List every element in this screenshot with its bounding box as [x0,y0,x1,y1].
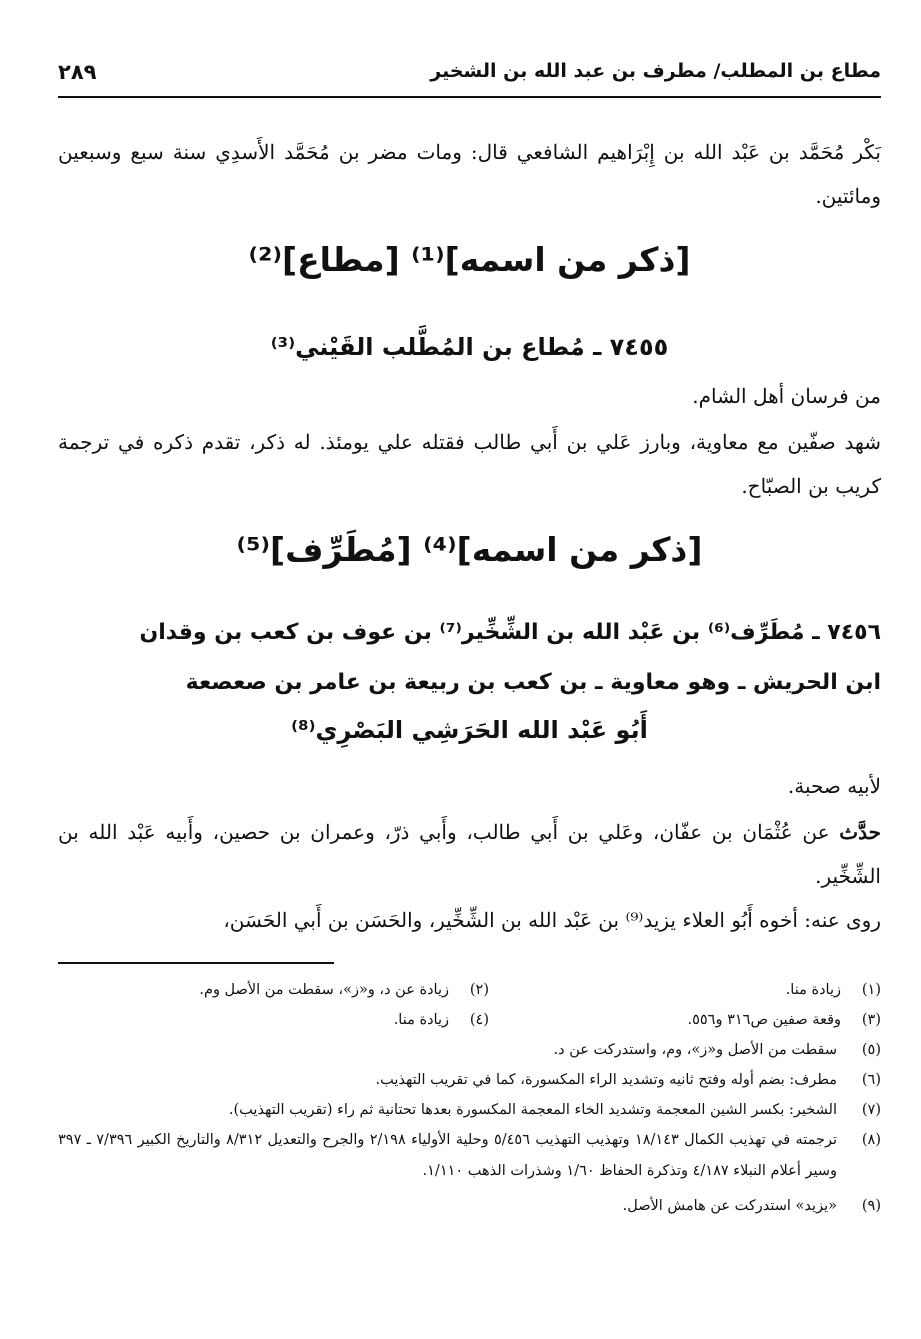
footnote-9 [58,1191,881,1221]
page-number: ٢٨٩ [58,60,97,84]
entry-heading-7456-line3: أَبُو عَبْد الله الحَرَشِي البَصْرِي⁽⁸⁾ [291,716,648,744]
footnote-number: (١) [861,982,881,998]
running-title: مطاع بن المطلب/ مطرف بن عبد الله بن الشخير [430,60,881,82]
footnote-number: (٩) [861,1198,881,1214]
footnote-row [58,975,881,1005]
footnotes [58,975,881,1221]
footnote-number: (٣) [861,1012,881,1028]
paragraph-siffin: شهد صفّين مع معاوية، وبارز عَلي بن أَبي طالب فقتله علي يومئذ. له ذكر، تقدم ذكره في ترجمة كريب بن الصبّاح. [58,430,881,498]
page-header [58,58,881,94]
footnote-3 [688,1005,882,1035]
header-rule [58,96,881,98]
section-heading-mutarrif: [ذكر من اسمه]⁽⁴⁾ [مُطَرِّف]⁽⁵⁾ [236,530,703,569]
footnote-number: (٥) [861,1042,881,1058]
footnote-text: الشخير: بكسر الشين المعجمة وتشديد الخاء المعجمة المكسورة بعدها تحتانية ثم راء (تقريب التهذيب). [228,1102,837,1118]
section-heading-mutaa: [ذكر من اسمه]⁽¹⁾ [مطاع]⁽²⁾ [248,240,691,279]
footnote-7 [58,1095,881,1125]
footnote-text: زيادة عن د، و«ز»، سقطت من الأصل وم. [199,982,449,998]
footnote-text: وقعة صفين ص٣١٦ و٥٥٦. [687,1012,841,1028]
footnote-6 [58,1065,881,1095]
footnote-number: (٢) [469,982,489,998]
footnote-row [58,1005,881,1035]
paragraph-narrated-by: روى عنه: أخوه أَبُو العلاء يزيد⁽⁹⁾ بن عَبْد الله بن الشِّخِّير، والحَسَن بن أَبي الحَسَن، [223,908,881,932]
paragraph-knights: من فرسان أهل الشام. [692,384,881,408]
footnote-separator [58,962,334,964]
intro-paragraph: بَكْر مُحَمَّد بن عَبْد الله بن إِبْرَاهيم الشافعي قال: ومات مضر بن مُحَمَّد الأَسدِي سنة سبع وسبعين ومائتين. [58,140,881,208]
footnote-8 [58,1125,881,1187]
paragraph-narrated-from [58,810,881,898]
footnote-number: (٦) [861,1072,881,1088]
footnote-number: (٤) [469,1012,489,1028]
footnote-text: «يزيد» استدركت عن هامش الأصل. [622,1198,837,1214]
footnote-number: (٨) [861,1132,881,1148]
narrated-text: عن عُثْمَان بن عفّان، وعَلي بن أَبي طالب، وأَبي ذرّ، وعمران بن حصين، وأَبيه عَبْد الله بن الشِّخِّير. [58,820,881,888]
footnote-2 [199,975,489,1005]
entry-heading-7455: ٧٤٥٥ ـ مُطاع بن المُطَّلب القَيْني⁽³⁾ [270,333,669,361]
footnote-4 [394,1005,489,1035]
footnote-text: سقطت من الأصل و«ز»، وم، واستدركت عن د. [553,1042,837,1058]
narrated-lead: حدَّث [839,820,881,844]
footnote-number: (٧) [861,1102,881,1118]
footnote-text: ترجمته في تهذيب الكمال ١٨/١٤٣ وتهذيب التهذيب ٥/٤٥٦ وحلية الأولياء ٢/١٩٨ والجرح والتعديل ٨/٣١٢ والتاريخ الكبير ٧/٣٩٦ ـ ٣٩٧ وسير أعلام النبلاء ٤/١٨٧ وتذكرة الحفاظ ١/٦٠ وشذرات الذهب ١/١١٠. [58,1132,837,1179]
entry-heading-7456-line2: ابن الحريش ـ وهو معاوية ـ بن كعب بن ربيعة بن عامر بن صعصعة [185,670,881,695]
footnote-text: زيادة منا. [785,982,841,998]
footnote-1 [786,975,881,1005]
footnote-text: زيادة منا. [393,1012,449,1028]
paragraph-father-companion: لأبيه صحبة. [787,774,881,798]
footnote-text: مطرف: بضم أوله وفتح ثانيه وتشديد الراء المكسورة، كما في تقريب التهذيب. [375,1072,837,1088]
entry-heading-7456-line1: ٧٤٥٦ ـ مُطَرِّف⁽⁶⁾ بن عَبْد الله بن الشِّخِّير⁽⁷⁾ بن عوف بن كعب بن وقدان [139,620,881,645]
footnote-5 [58,1035,881,1065]
